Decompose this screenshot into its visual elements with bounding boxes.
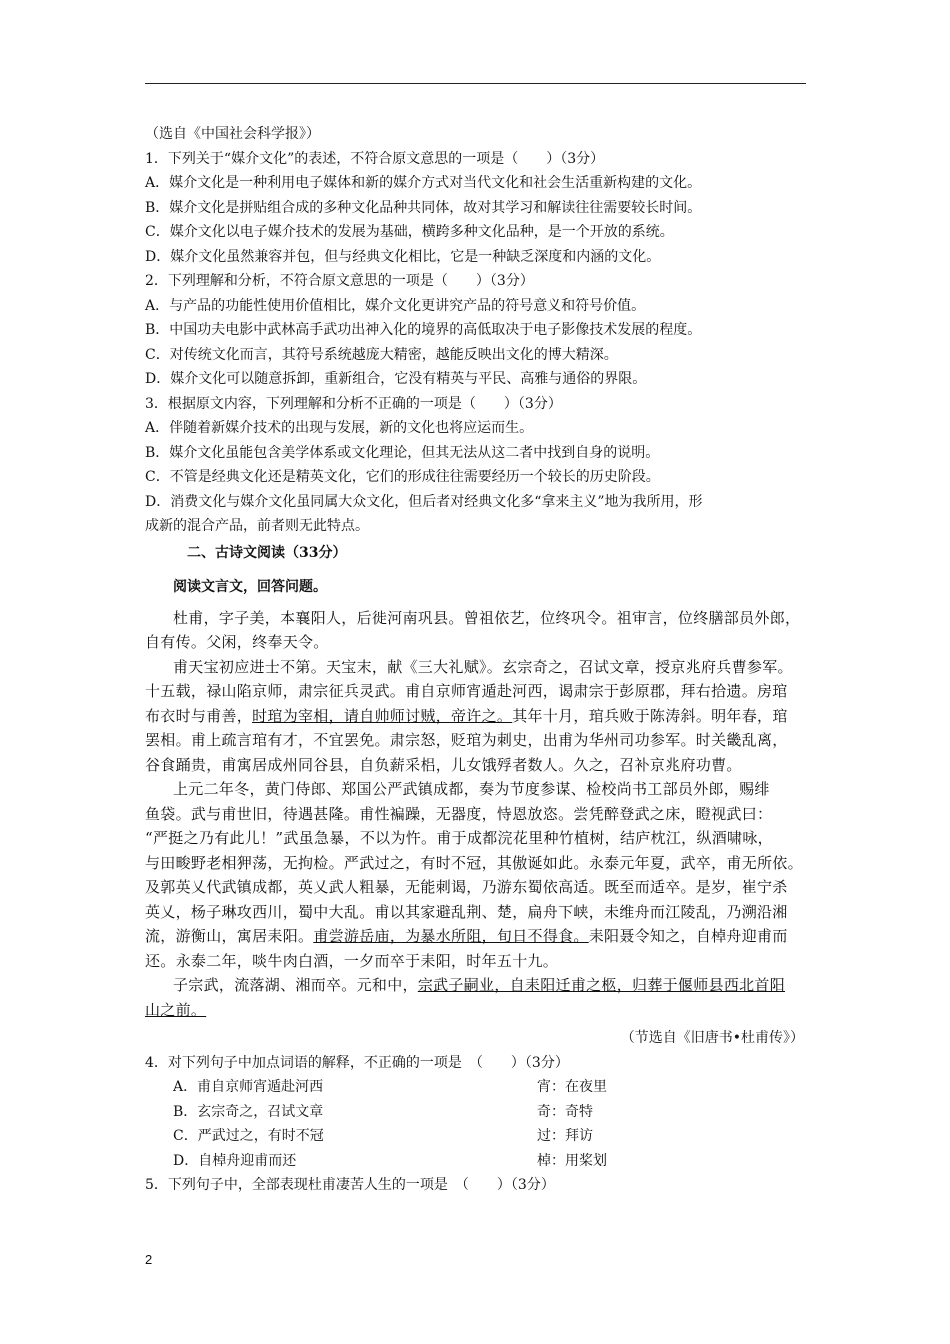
passage-source: （节选自《旧唐书•杜甫传》）	[620, 1030, 804, 1046]
passage-line: 杜甫，字子美，本襄阳人，后徙河南巩县。曾祖依艺，位终巩令。祖审言，位终膳部员外郎，	[173, 608, 801, 627]
passage-text: 流，游衡山，寓居耒阳。	[145, 927, 314, 945]
question-3-stem: 3．根据原文内容，下列理解和分析不正确的一项是（ ）（3分）	[145, 395, 562, 412]
question-3-option-a: A．伴随着新媒介技术的出现与发展，新的文化也将应运而生。	[145, 420, 534, 436]
passage-line: 十五载，禄山陷京师，肃宗征兵灵武。甫自京师宵遁赴河西，谒肃宗于彭原郡，拜右拾遗。房琯	[145, 682, 788, 700]
question-3-option-b: B．媒介文化虽能包含美学体系或文化理论，但其无法从这二者中找到自身的说明。	[145, 444, 660, 461]
passage-line: 谷食踊贵，甫寓居成州同谷县，自负薪采梠，儿女饿殍者数人。久之，召补京兆府功曹。	[145, 755, 742, 774]
question-1-option-d: D．媒介文化虽然兼容并包，但与经典文化相比，它是一种缺乏深度和内涵的文化。	[145, 248, 661, 265]
question-1-option-b: B．媒介文化是拼贴组合成的多种文化品种共同体，故对其学习和解读往往需要较长时间。	[145, 199, 702, 216]
passage-line: 及郭英乂代武镇成都，英乂武人粗暴，无能刺谒，乃游东蜀依高适。既至而适卒。是岁，崔宁杀	[145, 878, 788, 896]
question-4-sentence: A．甫自京师宵遁赴河西	[173, 1079, 324, 1095]
underlined-sentence-1: 时琯为宰相，请自帅师讨贼，帝许之。	[252, 706, 513, 725]
question-2-stem: 2．下列理解和分析，不符合原文意思的一项是（ ）（3分）	[145, 273, 534, 289]
question-4-row	[145, 1075, 810, 1100]
question-2-option-c: C．对传统文化而言，其符号系统越庞大精密，越能反映出文化的博大精深。	[145, 346, 618, 363]
question-4-row	[145, 1149, 810, 1174]
reading-instruction: 阅读文言文，回答问题。	[173, 579, 327, 595]
passage-text: 子宗武，流落湖、湘而卒。元和中，	[173, 976, 418, 994]
question-3-option-d-cont: 成新的混合产品，前者则无此特点。	[145, 518, 369, 534]
question-4-row	[145, 1124, 810, 1149]
question-4-sentence: C．严武过之，有时不冠	[173, 1128, 324, 1144]
underlined-sentence-3: 宗武子嗣业，自耒阳迁甫之柩，归葬于偃师县西北首阳	[417, 976, 786, 994]
header-rule	[145, 83, 806, 84]
question-4-gloss: 过：拜访	[537, 1128, 593, 1144]
question-3-option-d: D．消费文化与媒介文化虽同属大众文化，但后者对经典文化多“拿来主义”地为我所用，形	[145, 493, 703, 510]
question-1-option-c: C．媒介文化以电子媒介技术的发展为基础，横跨多种文化品种，是一个开放的系统。	[145, 224, 674, 240]
passage-line: 还。永泰二年，啖牛肉白酒，一夕而卒于耒阳，时年五十九。	[145, 951, 559, 970]
passage-line	[145, 973, 810, 998]
passage-line: 与田畯野老相狎荡，无拘检。严武过之，有时不冠，其傲诞如此。永泰元年夏，武卒，甫无所依。	[145, 853, 803, 872]
section-2-title: 二、古诗文阅读（33分）	[187, 544, 347, 561]
question-4-sentence: B．玄宗奇之，召试文章	[173, 1103, 324, 1120]
passage-text: 其年十月，琯兵败于陈涛斜。明年春，琯	[512, 706, 788, 725]
passage-line: 上元二年冬，黄门侍郎、郑国公严武镇成都，奏为节度参谋、检校尚书工部员外郎，赐绯	[173, 780, 770, 798]
source-note: （选自《中国社会科学报》）	[145, 126, 320, 142]
question-4-stem: 4．对下列句子中加点词语的解释，不正确的一项是 （ ）（3分）	[145, 1054, 569, 1071]
page-number: 2	[145, 1252, 153, 1267]
question-1-option-a: A．媒介文化是一种利用电子媒体和新的媒介方式对当代文化和社会生活重新构建的文化。	[145, 175, 702, 191]
passage-line: “严挺之乃有此儿！”武虽急暴，不以为忤。甫于成都浣花里种竹植树，结庐枕江，纵酒啸咏，	[145, 829, 773, 847]
question-1-stem: 1．下列关于“媒介文化”的表述，不符合原文意思的一项是（ ）（3分）	[145, 150, 605, 167]
passage-line: 罢相。甫上疏言琯有才，不宜罢免。肃宗怒，贬琯为刺史，出甫为华州司功参军。时关畿乱离，	[145, 731, 788, 749]
passage-text: 布衣时与甫善，	[145, 706, 253, 725]
question-4-gloss: 奇：奇特	[537, 1103, 593, 1120]
passage-line	[145, 704, 810, 729]
passage-line	[145, 998, 810, 1023]
question-2-option-a: A．与产品的功能性使用价值相比，媒介文化更讲究产品的符号意义和符号价值。	[145, 297, 646, 314]
question-2-option-d: D．媒介文化可以随意拆卸，重新组合，它没有精英与平民、高雅与通俗的界限。	[145, 371, 647, 387]
page-content	[145, 122, 810, 1198]
question-4-gloss: 宵：在夜里	[537, 1079, 607, 1095]
classical-passage	[145, 606, 810, 1023]
question-4-row	[145, 1100, 810, 1125]
question-4-sentence: D．自棹舟迎甫而还	[173, 1152, 297, 1169]
question-3-option-c: C．不管是经典文化还是精英文化，它们的形成往往需要经历一个较长的历史阶段。	[145, 469, 660, 485]
question-4-gloss: 棹：用桨划	[537, 1152, 607, 1169]
passage-line	[145, 924, 810, 949]
passage-line: 甫天宝初应进士不第。天宝末，献《三大礼赋》。玄宗奇之，召试文章，授京兆府兵曹参军。	[173, 657, 793, 676]
underlined-sentence-2: 甫尝游岳庙，为暴水所阻，旬日不得食。	[313, 927, 589, 945]
passage-line: 鱼袋。武与甫世旧，待遇甚隆。甫性褊躁，无器度，恃恩放恣。尝凭醉登武之床，瞪视武曰：	[145, 804, 773, 823]
passage-line: 自有传。父闲，终奉天令。	[145, 633, 329, 651]
passage-line: 英乂，杨子琳攻西川，蜀中大乱。甫以其家避乱荆、楚，扁舟下峡，未维舟而江陵乱，乃溯沿湘	[145, 902, 788, 921]
passage-text: 耒阳聂令知之，自棹舟迎甫而	[588, 927, 788, 945]
question-2-option-b: B．中国功夫电影中武林高手武功出神入化的境界的高低取决于电子影像技术发展的程度。	[145, 322, 702, 338]
question-5-stem: 5．下列句子中，全部表现杜甫凄苦人生的一项是 （ ）（3分）	[145, 1177, 555, 1193]
underlined-sentence-3-cont: 山之前。	[145, 1000, 207, 1019]
